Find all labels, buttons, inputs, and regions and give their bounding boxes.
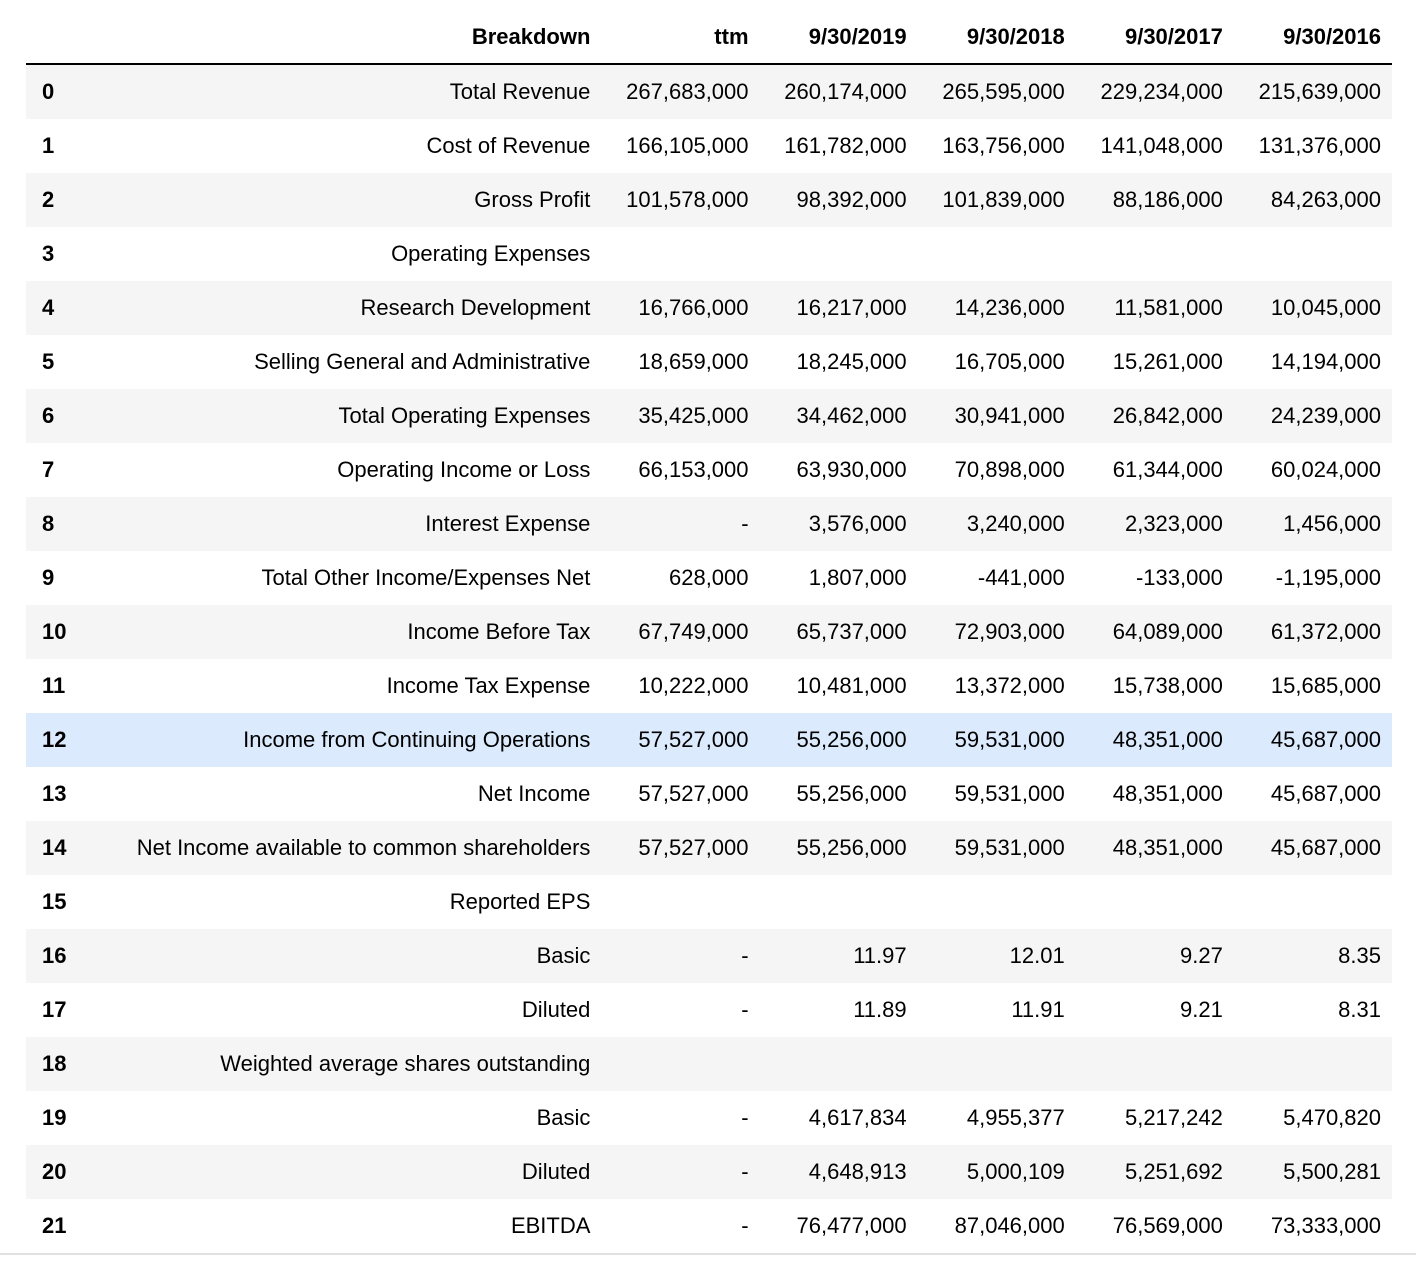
fy2017-cell: 26,842,000: [1112, 403, 1223, 428]
row-index: 6: [42, 403, 55, 428]
fy2019-cell: 10,481,000: [796, 673, 907, 698]
breakdown-cell: Income Tax Expense: [386, 673, 591, 698]
fy2016-cell: 73,333,000: [1270, 1213, 1381, 1238]
fy2016-cell: 45,687,000: [1270, 781, 1381, 806]
row-index: 17: [42, 997, 67, 1022]
output-bottom-border: [0, 1253, 1416, 1255]
ttm-cell: 67,749,000: [638, 619, 749, 644]
table-row: [26, 605, 1392, 659]
row-index: 8: [42, 511, 55, 536]
fy2017-cell: 76,569,000: [1112, 1213, 1223, 1238]
table-row: [26, 389, 1392, 443]
row-index: 21: [42, 1213, 67, 1238]
table-row: [26, 929, 1392, 983]
row-index: 2: [42, 187, 55, 212]
row-index: 0: [42, 79, 55, 104]
fy2016-cell: 8.31: [1338, 997, 1381, 1022]
fy2017-cell: 15,738,000: [1112, 673, 1223, 698]
dataframe-output: [26, 10, 1392, 1253]
breakdown-cell: Total Revenue: [449, 79, 591, 104]
fy2019-cell: 4,617,834: [808, 1105, 907, 1130]
fy2017-cell: [1076, 227, 1234, 281]
fy2017-cell: 88,186,000: [1112, 187, 1223, 212]
breakdown-cell: Total Operating Expenses: [338, 403, 591, 428]
breakdown-cell: EBITDA: [510, 1213, 591, 1238]
breakdown-cell: Research Development: [360, 295, 591, 320]
table-row: [26, 767, 1392, 821]
table-row: [26, 821, 1392, 875]
fy2017-cell: 64,089,000: [1112, 619, 1223, 644]
header-index: [26, 10, 80, 64]
fy2017-cell: 5,251,692: [1124, 1159, 1223, 1184]
breakdown-cell: Diluted: [521, 1159, 591, 1184]
row-index: 12: [42, 727, 67, 752]
ttm-cell: 16,766,000: [638, 295, 749, 320]
breakdown-cell: Diluted: [521, 997, 591, 1022]
fy2019-cell: 55,256,000: [796, 835, 907, 860]
income-statement-table: [26, 10, 1392, 1253]
breakdown-cell: Operating Income or Loss: [337, 457, 591, 482]
breakdown-cell: Net Income available to common shareholders: [136, 835, 591, 860]
breakdown-cell: Operating Expenses: [391, 241, 591, 266]
fy2019-cell: 76,477,000: [796, 1213, 907, 1238]
row-index: 15: [42, 889, 67, 914]
table-row: [26, 335, 1392, 389]
row-index: 4: [42, 295, 55, 320]
ttm-cell: -: [741, 943, 749, 968]
ttm-cell: 628,000: [668, 565, 749, 590]
fy2017-cell: 48,351,000: [1112, 835, 1223, 860]
fy2017-cell: 5,217,242: [1124, 1105, 1223, 1130]
fy2017-cell: 9.27: [1180, 943, 1223, 968]
table-row: [26, 1199, 1392, 1253]
row-index: 1: [42, 133, 55, 158]
ttm-cell: -: [741, 997, 749, 1022]
breakdown-cell: Income Before Tax: [407, 619, 591, 644]
fy2016-cell: 45,687,000: [1270, 835, 1381, 860]
fy2018-cell: [918, 875, 1076, 929]
row-index: 18: [42, 1051, 67, 1076]
ttm-cell: [601, 1037, 759, 1091]
ttm-cell: 10,222,000: [638, 673, 749, 698]
fy2016-cell: [1234, 875, 1392, 929]
fy2019-cell: 55,256,000: [796, 727, 907, 752]
fy2018-cell: 4,955,377: [966, 1105, 1065, 1130]
breakdown-cell: Cost of Revenue: [426, 133, 591, 158]
fy2019-cell: [760, 227, 918, 281]
table-row: [26, 64, 1392, 119]
fy2019-cell: 98,392,000: [796, 187, 907, 212]
fy2019-cell: 260,174,000: [784, 79, 907, 104]
ttm-cell: 18,659,000: [638, 349, 749, 374]
fy2016-cell: 5,500,281: [1283, 1159, 1381, 1184]
row-index: 14: [42, 835, 67, 860]
table-row: [26, 1037, 1392, 1091]
fy2019-cell: 16,217,000: [796, 295, 907, 320]
ttm-cell: 57,527,000: [638, 835, 749, 860]
fy2017-cell: -133,000: [1135, 565, 1223, 590]
ttm-cell: 267,683,000: [626, 79, 749, 104]
fy2018-cell: 59,531,000: [954, 727, 1065, 752]
ttm-cell: [601, 227, 759, 281]
fy2018-cell: [918, 1037, 1076, 1091]
table-row: [26, 713, 1392, 767]
row-index: 3: [42, 241, 55, 266]
table-row: [26, 281, 1392, 335]
header-2016: 9/30/2016: [1234, 10, 1392, 64]
ttm-cell: 57,527,000: [638, 727, 749, 752]
ttm-cell: 35,425,000: [638, 403, 749, 428]
fy2018-cell: 11.91: [1011, 997, 1065, 1022]
fy2019-cell: [760, 875, 918, 929]
fy2016-cell: 14,194,000: [1270, 349, 1381, 374]
fy2018-cell: 14,236,000: [954, 295, 1065, 320]
row-index: 13: [42, 781, 67, 806]
fy2018-cell: 101,839,000: [942, 187, 1065, 212]
fy2016-cell: 45,687,000: [1270, 727, 1381, 752]
fy2016-cell: -1,195,000: [1275, 565, 1381, 590]
fy2016-cell: 84,263,000: [1270, 187, 1381, 212]
header-2018: 9/30/2018: [918, 10, 1076, 64]
row-index: 9: [42, 565, 55, 590]
fy2017-cell: 9.21: [1180, 997, 1223, 1022]
fy2017-cell: 2,323,000: [1124, 511, 1223, 536]
fy2016-cell: 215,639,000: [1258, 79, 1381, 104]
fy2016-cell: 10,045,000: [1270, 295, 1381, 320]
ttm-cell: 66,153,000: [638, 457, 749, 482]
table-row: [26, 1091, 1392, 1145]
fy2018-cell: 59,531,000: [954, 781, 1065, 806]
fy2016-cell: 61,372,000: [1270, 619, 1381, 644]
fy2019-cell: 34,462,000: [796, 403, 907, 428]
fy2018-cell: 87,046,000: [954, 1213, 1065, 1238]
fy2018-cell: 16,705,000: [954, 349, 1065, 374]
table-row: [26, 227, 1392, 281]
row-index: 19: [42, 1105, 67, 1130]
fy2017-cell: 48,351,000: [1112, 781, 1223, 806]
fy2017-cell: 61,344,000: [1112, 457, 1223, 482]
fy2018-cell: 59,531,000: [954, 835, 1065, 860]
ttm-cell: 101,578,000: [626, 187, 749, 212]
breakdown-cell: Selling General and Administrative: [254, 349, 591, 374]
table-row: [26, 443, 1392, 497]
table-row: [26, 119, 1392, 173]
table-row: [26, 983, 1392, 1037]
row-index: 5: [42, 349, 55, 374]
fy2016-cell: 5,470,820: [1283, 1105, 1381, 1130]
breakdown-cell: Income from Continuing Operations: [243, 727, 591, 752]
header-breakdown: Breakdown: [80, 10, 601, 64]
fy2016-cell: 60,024,000: [1270, 457, 1381, 482]
fy2018-cell: 163,756,000: [942, 133, 1065, 158]
fy2018-cell: 72,903,000: [954, 619, 1065, 644]
fy2018-cell: 3,240,000: [966, 511, 1065, 536]
fy2018-cell: 13,372,000: [954, 673, 1065, 698]
breakdown-cell: Net Income: [477, 781, 591, 806]
breakdown-cell: Reported EPS: [449, 889, 591, 914]
header-2019: 9/30/2019: [760, 10, 918, 64]
fy2016-cell: [1234, 227, 1392, 281]
fy2018-cell: 30,941,000: [954, 403, 1065, 428]
fy2018-cell: 12.01: [1009, 943, 1065, 968]
fy2018-cell: 5,000,109: [966, 1159, 1065, 1184]
ttm-cell: -: [741, 1159, 749, 1184]
fy2017-cell: 11,581,000: [1114, 295, 1223, 320]
fy2019-cell: 4,648,913: [808, 1159, 907, 1184]
ttm-cell: 57,527,000: [638, 781, 749, 806]
fy2017-cell: [1076, 1037, 1234, 1091]
row-index: 10: [42, 619, 67, 644]
breakdown-cell: Weighted average shares outstanding: [220, 1051, 591, 1076]
ttm-cell: 166,105,000: [626, 133, 749, 158]
table-row: [26, 497, 1392, 551]
fy2019-cell: 63,930,000: [796, 457, 907, 482]
breakdown-cell: Basic: [536, 943, 591, 968]
fy2019-cell: 3,576,000: [808, 511, 907, 536]
fy2016-cell: 15,685,000: [1270, 673, 1381, 698]
table-row: [26, 551, 1392, 605]
fy2019-cell: 55,256,000: [796, 781, 907, 806]
fy2019-cell: 18,245,000: [796, 349, 907, 374]
fy2017-cell: 141,048,000: [1100, 133, 1223, 158]
fy2018-cell: -441,000: [977, 565, 1065, 590]
fy2017-cell: 48,351,000: [1112, 727, 1223, 752]
row-index: 16: [42, 943, 67, 968]
fy2019-cell: [760, 1037, 918, 1091]
fy2019-cell: 11.89: [853, 997, 907, 1022]
header-row: [26, 10, 1392, 64]
fy2019-cell: 1,807,000: [808, 565, 907, 590]
header-2017: 9/30/2017: [1076, 10, 1234, 64]
fy2016-cell: 1,456,000: [1283, 511, 1381, 536]
fy2019-cell: 161,782,000: [784, 133, 907, 158]
ttm-cell: -: [741, 1213, 749, 1238]
table-row: [26, 173, 1392, 227]
fy2018-cell: [918, 227, 1076, 281]
fy2019-cell: 11.97: [853, 943, 907, 968]
table-row: [26, 1145, 1392, 1199]
breakdown-cell: Total Other Income/Expenses Net: [261, 565, 591, 590]
breakdown-cell: Gross Profit: [474, 187, 591, 212]
fy2018-cell: 265,595,000: [942, 79, 1065, 104]
table-row: [26, 659, 1392, 713]
row-index: 20: [42, 1159, 67, 1184]
fy2017-cell: [1076, 875, 1234, 929]
fy2017-cell: 229,234,000: [1100, 79, 1223, 104]
table-row: [26, 875, 1392, 929]
row-index: 7: [42, 457, 55, 482]
breakdown-cell: Basic: [536, 1105, 591, 1130]
ttm-cell: -: [741, 1105, 749, 1130]
fy2016-cell: 24,239,000: [1270, 403, 1381, 428]
fy2016-cell: 8.35: [1338, 943, 1381, 968]
fy2019-cell: 65,737,000: [796, 619, 907, 644]
header-ttm: ttm: [601, 10, 759, 64]
row-index: 11: [42, 673, 66, 698]
fy2018-cell: 70,898,000: [954, 457, 1065, 482]
ttm-cell: [601, 875, 759, 929]
fy2016-cell: 131,376,000: [1258, 133, 1381, 158]
breakdown-cell: Interest Expense: [425, 511, 591, 536]
fy2017-cell: 15,261,000: [1112, 349, 1223, 374]
ttm-cell: -: [741, 511, 749, 536]
fy2016-cell: [1234, 1037, 1392, 1091]
